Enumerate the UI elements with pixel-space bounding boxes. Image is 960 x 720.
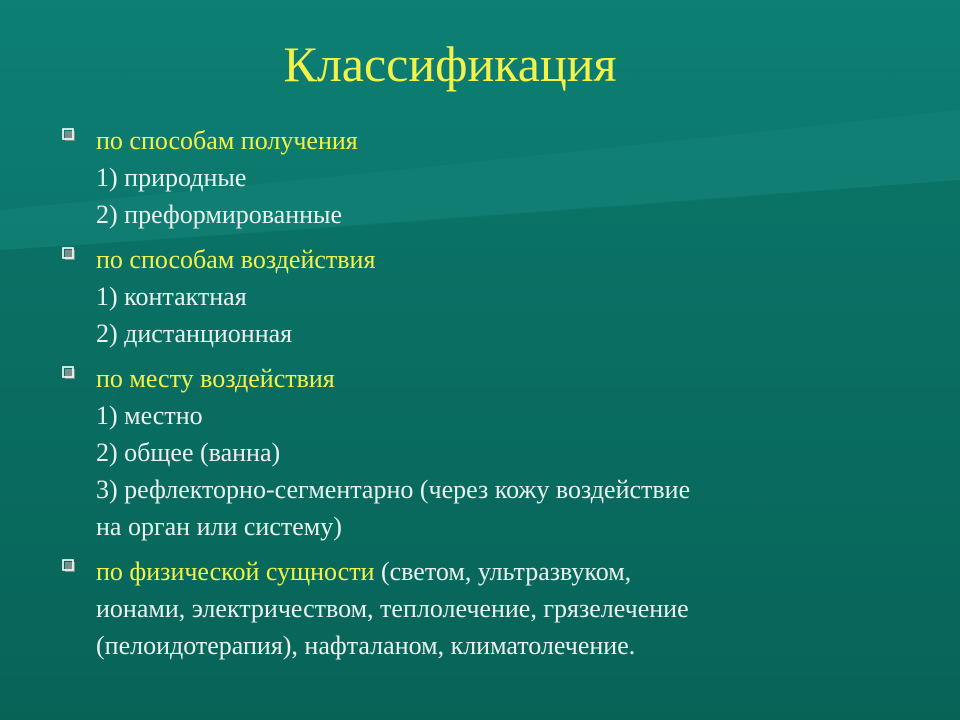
section-heading: по способам получения bbox=[96, 126, 358, 155]
list-item bbox=[60, 553, 950, 664]
section-heading: по способам воздействия bbox=[96, 245, 376, 274]
hollow-square-bullet-icon bbox=[62, 559, 76, 573]
section-line: 1) природные bbox=[96, 163, 247, 192]
section-line: (пелоидотерапия), нафталаном, климатолечение. bbox=[96, 631, 636, 660]
hollow-square-bullet-icon bbox=[62, 128, 76, 142]
section-line: на орган или систему) bbox=[96, 512, 342, 541]
classification-list bbox=[60, 122, 950, 672]
hollow-square-bullet-icon bbox=[62, 366, 76, 380]
section-heading: по месту воздействия bbox=[96, 364, 335, 393]
list-item bbox=[60, 241, 950, 352]
section-heading: по физической сущности bbox=[96, 557, 375, 586]
section-line: 2) преформированные bbox=[96, 200, 343, 229]
section-line: 2) дистанционная bbox=[96, 319, 293, 348]
section-line: 1) контактная bbox=[96, 282, 247, 311]
section-line: 1) местно bbox=[96, 401, 203, 430]
hollow-square-bullet-icon bbox=[62, 247, 76, 261]
list-item bbox=[60, 122, 950, 233]
section-heading-line bbox=[96, 553, 950, 590]
slide-title: Классификация bbox=[283, 36, 617, 92]
section-line: ионами, электричеством, теплолечение, грязелечение bbox=[96, 594, 689, 623]
section-heading-suffix: (светом, ультразвуком, bbox=[374, 557, 632, 586]
list-item bbox=[60, 360, 950, 545]
section-line: 2) общее (ванна) bbox=[96, 438, 281, 467]
section-line: 3) рефлекторно-сегментарно (через кожу воздействие bbox=[96, 475, 691, 504]
